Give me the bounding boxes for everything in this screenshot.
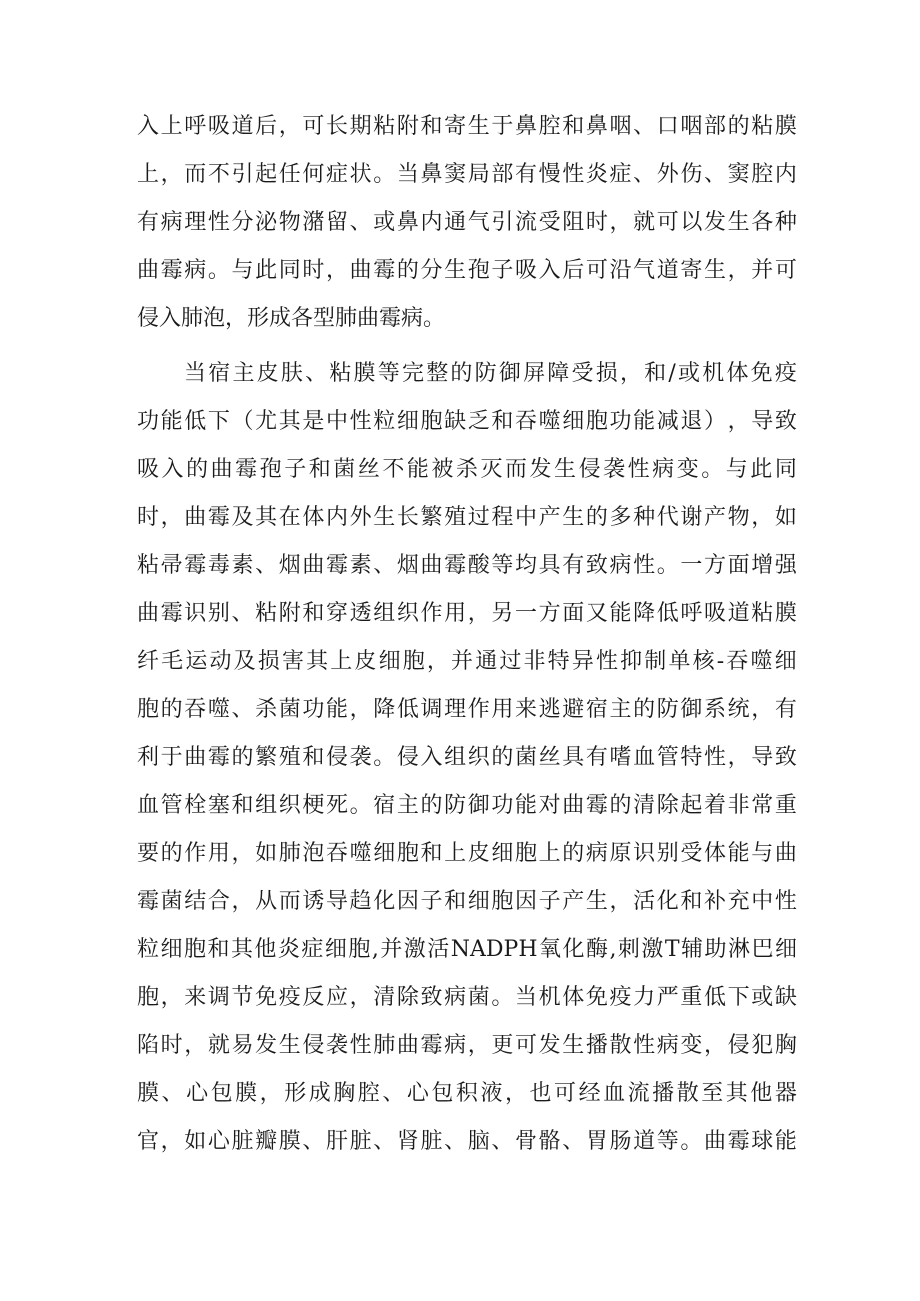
paragraph-2-line-9: 利 于 曲 霉 的 繁 殖 和 侵 袭 。 侵 入 组 织 的 菌 丝 具 有 嗜 血 管 特 性 ， 导 致 <box>137 745 797 770</box>
paragraph-1-line-5: 侵入肺泡，形成各型肺曲霉病。 <box>137 306 446 331</box>
paragraph-1-line-4: 曲 霉 病 。 与 此 同 时 ， 曲 霉 的 分 生 孢 子 吸 入 后 可 沿 气 道 寄 生 ， 并 可 <box>137 258 797 283</box>
paragraph-2-line-13: 粒 细 胞 和 其 他 炎 症 细 胞 , 并 激 活 NADPH 氧 化 酶 , 刺 激 T 辅 助 淋 巴 细 <box>137 937 797 962</box>
paragraph-2-line-7: 纤 毛 运 动 及 损 害 其 上 皮 细 胞 ， 并 通 过 非 特 异 性 抑 制 单 核 - 吞 噬 细 <box>137 649 797 674</box>
paragraph-2-line-12: 霉 菌 结 合 ， 从 而 诱 导 趋 化 因 子 和 细 胞 因 子 产 生 ， 活 化 和 补 充 中 性 <box>137 889 797 914</box>
paragraph-2-line-5: 粘 帚 霉 毒 素 、 烟 曲 霉 素 、 烟 曲 霉 酸 等 均 具 有 致 病 性 。 一 方 面 增 强 <box>137 553 797 578</box>
paragraph-2-line-16: 膜 、 心 包 膜 ， 形 成 胸 腔 、 心 包 积 液 ， 也 可 经 血 流 播 散 至 其 他 器 <box>137 1081 797 1106</box>
paragraph-2-line-10: 血 管 栓 塞 和 组 织 梗 死 。 宿 主 的 防 御 功 能 对 曲 霉 的 清 除 起 着 非 常 重 <box>137 793 797 818</box>
paragraph-2-line-6: 曲 霉 识 别 、 粘 附 和 穿 透 组 织 作 用 ， 另 一 方 面 又 能 降 低 呼 吸 道 粘 膜 <box>137 601 797 626</box>
paragraph-2-line-4: 时 ， 曲 霉 及 其 在 体 内 外 生 长 繁 殖 过 程 中 产 生 的 多 种 代 谢 产 物 ， 如 <box>137 505 797 530</box>
paragraph-2-line-3: 吸 入 的 曲 霉 孢 子 和 菌 丝 不 能 被 杀 灭 而 发 生 侵 袭 性 病 变 。 与 此 同 <box>137 457 797 482</box>
paragraph-1-line-2: 上 ， 而 不 引 起 任 何 症 状 。 当 鼻 窦 局 部 有 慢 性 炎 症 、 外 伤 、 窦 腔 内 <box>137 162 797 187</box>
paragraph-2-line-11: 要 的 作 用 ， 如 肺 泡 吞 噬 细 胞 和 上 皮 细 胞 上 的 病 原 识 别 受 体 能 与 曲 <box>137 841 797 866</box>
paragraph-2-line-1: 当 宿 主 皮 肤 、 粘 膜 等 完 整 的 防 御 屏 障 受 损 ， 和 / 或 机 体 免 疫 <box>184 361 797 386</box>
paragraph-2-line-8: 胞 的 吞 噬 、 杀 菌 功 能 ， 降 低 调 理 作 用 来 逃 避 宿 主 的 防 御 系 统 ， 有 <box>137 697 797 722</box>
paragraph-2-line-17: 官 ， 如 心 脏 瓣 膜 、 肝 脏 、 肾 脏 、 脑 、 骨 骼 、 胃 肠 道 等 。 曲 霉 球 能 <box>137 1129 797 1154</box>
paragraph-2-line-15: 陷 时 ， 就 易 发 生 侵 袭 性 肺 曲 霉 病 ， 更 可 发 生 播 散 性 病 变 ， 侵 犯 胸 <box>137 1033 797 1058</box>
paragraph-1-line-3: 有 病 理 性 分 泌 物 潴 留 、 或 鼻 内 通 气 引 流 受 阻 时 ， 就 可 以 发 生 各 种 <box>137 210 797 235</box>
paragraph-2-line-2: 功 能 低 下 （ 尤 其 是 中 性 粒 细 胞 缺 乏 和 吞 噬 细 胞 功 能 减 退 ） ， 导 致 <box>137 409 797 434</box>
paragraph-2-line-14: 胞 ， 来 调 节 免 疫 反 应 ， 清 除 致 病 菌 。 当 机 体 免 疫 力 严 重 低 下 或 缺 <box>137 985 797 1010</box>
paragraph-1-line-1: 入 上 呼 吸 道 后 ， 可 长 期 粘 附 和 寄 生 于 鼻 腔 和 鼻 咽 、 口 咽 部 的 粘 膜 <box>137 114 797 139</box>
